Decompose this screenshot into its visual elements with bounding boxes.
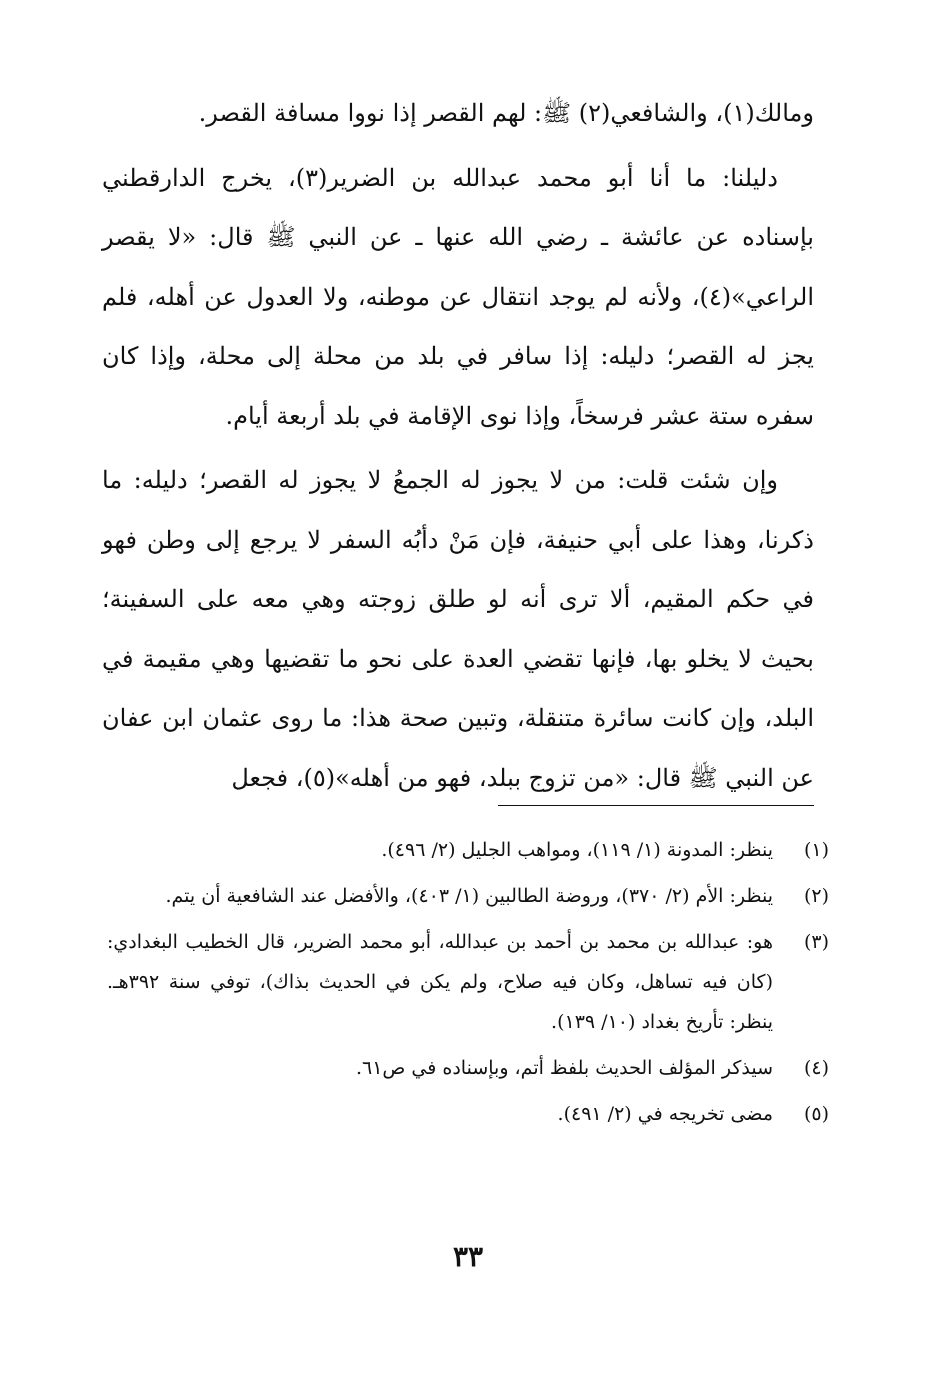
- page-number: ٣٣: [452, 1240, 484, 1273]
- footnote-text: سيذكر المؤلف الحديث بلفظ أتم، وبإسناده في ص٦١.: [355, 1057, 773, 1079]
- footnote-text: هو: عبدالله بن محمد بن أحمد بن عبدالله، أبو محمد الضرير، قال الخطيب البغدادي: (كان فيه تساهل، وكان فيه صلاح، ولم يكن في الحديث بذاك)، توفي سنة ٣٩٢هـ. ينظر: تأريخ بغداد (١٠/ ١٣٩).: [107, 931, 773, 1033]
- paragraph-3: وإن شئت قلت: من لا يجوز له الجمعُ لا يجوز له القصر؛ دليله: ما ذكرنا، وهذا على أبي حنيفة، فإن مَنْ دأبُه السفر لا يرجع إلى وطن فهو في حكم المقيم، ألا ترى أنه لو طلق زوجته وهي معه على السفينة؛ بحيث لا يخلو بها، فإنها تقضي العدة على نحو ما تقضيها وهي مقيمة في البلد، وإن كانت سائرة متنقلة، وتبين صحة هذا: ما روى عثمان ابن عفان عن النبي ﷺ قال: «من تزوج ببلد، فهو من أهله»(٥)، فجعل: [102, 466, 814, 792]
- footnote-3: [107, 922, 829, 1042]
- main-text: [102, 84, 814, 808]
- paragraph-1: ومالك(١)، والشافعي(٢) ﷺ: لهم القصر إذا نووا مسافة القصر.: [198, 99, 814, 127]
- footnote-text: ينظر: الأم (٢/ ٣٧٠)، وروضة الطالبين (١/ ٤٠٣)، والأفضل عند الشافعية أن يتم.: [165, 885, 773, 907]
- footnote-number: (٤): [803, 1057, 829, 1079]
- footnote-text: ينظر: المدونة (١/ ١١٩)، ومواهب الجليل (٢/ ٤٩٦).: [381, 839, 773, 861]
- footnote-separator: [498, 805, 814, 806]
- footnote-5: [107, 1094, 829, 1134]
- footnote-text: مضى تخريجه في (٢/ ٤٩١).: [557, 1103, 773, 1125]
- footnote-4: [107, 1048, 829, 1088]
- footnote-number: (٣): [803, 931, 829, 953]
- footnote-1: [107, 830, 829, 870]
- paragraph-2: دليلنا: ما أنا أبو محمد عبدالله بن الضرير(٣)، يخرج الدارقطني بإسناده عن عائشة ـ رضي الله عنها ـ عن النبي ﷺ قال: «لا يقصر الراعي»(٤)، ولأنه لم يوجد انتقال عن موطنه، ولا العدول عن أهله، فلم يجز له القصر؛ دليله: إذا سافر في بلد من محلة إلى محلة، وإذا كان سفره ستة عشر فرسخاً، وإذا نوى الإقامة في بلد أربعة أيام.: [102, 163, 814, 430]
- footnote-2: [107, 876, 829, 916]
- footnote-number: (١): [803, 839, 829, 861]
- footnote-number: (٥): [803, 1103, 829, 1125]
- footnote-number: (٢): [803, 885, 829, 907]
- footnotes: [107, 830, 829, 1140]
